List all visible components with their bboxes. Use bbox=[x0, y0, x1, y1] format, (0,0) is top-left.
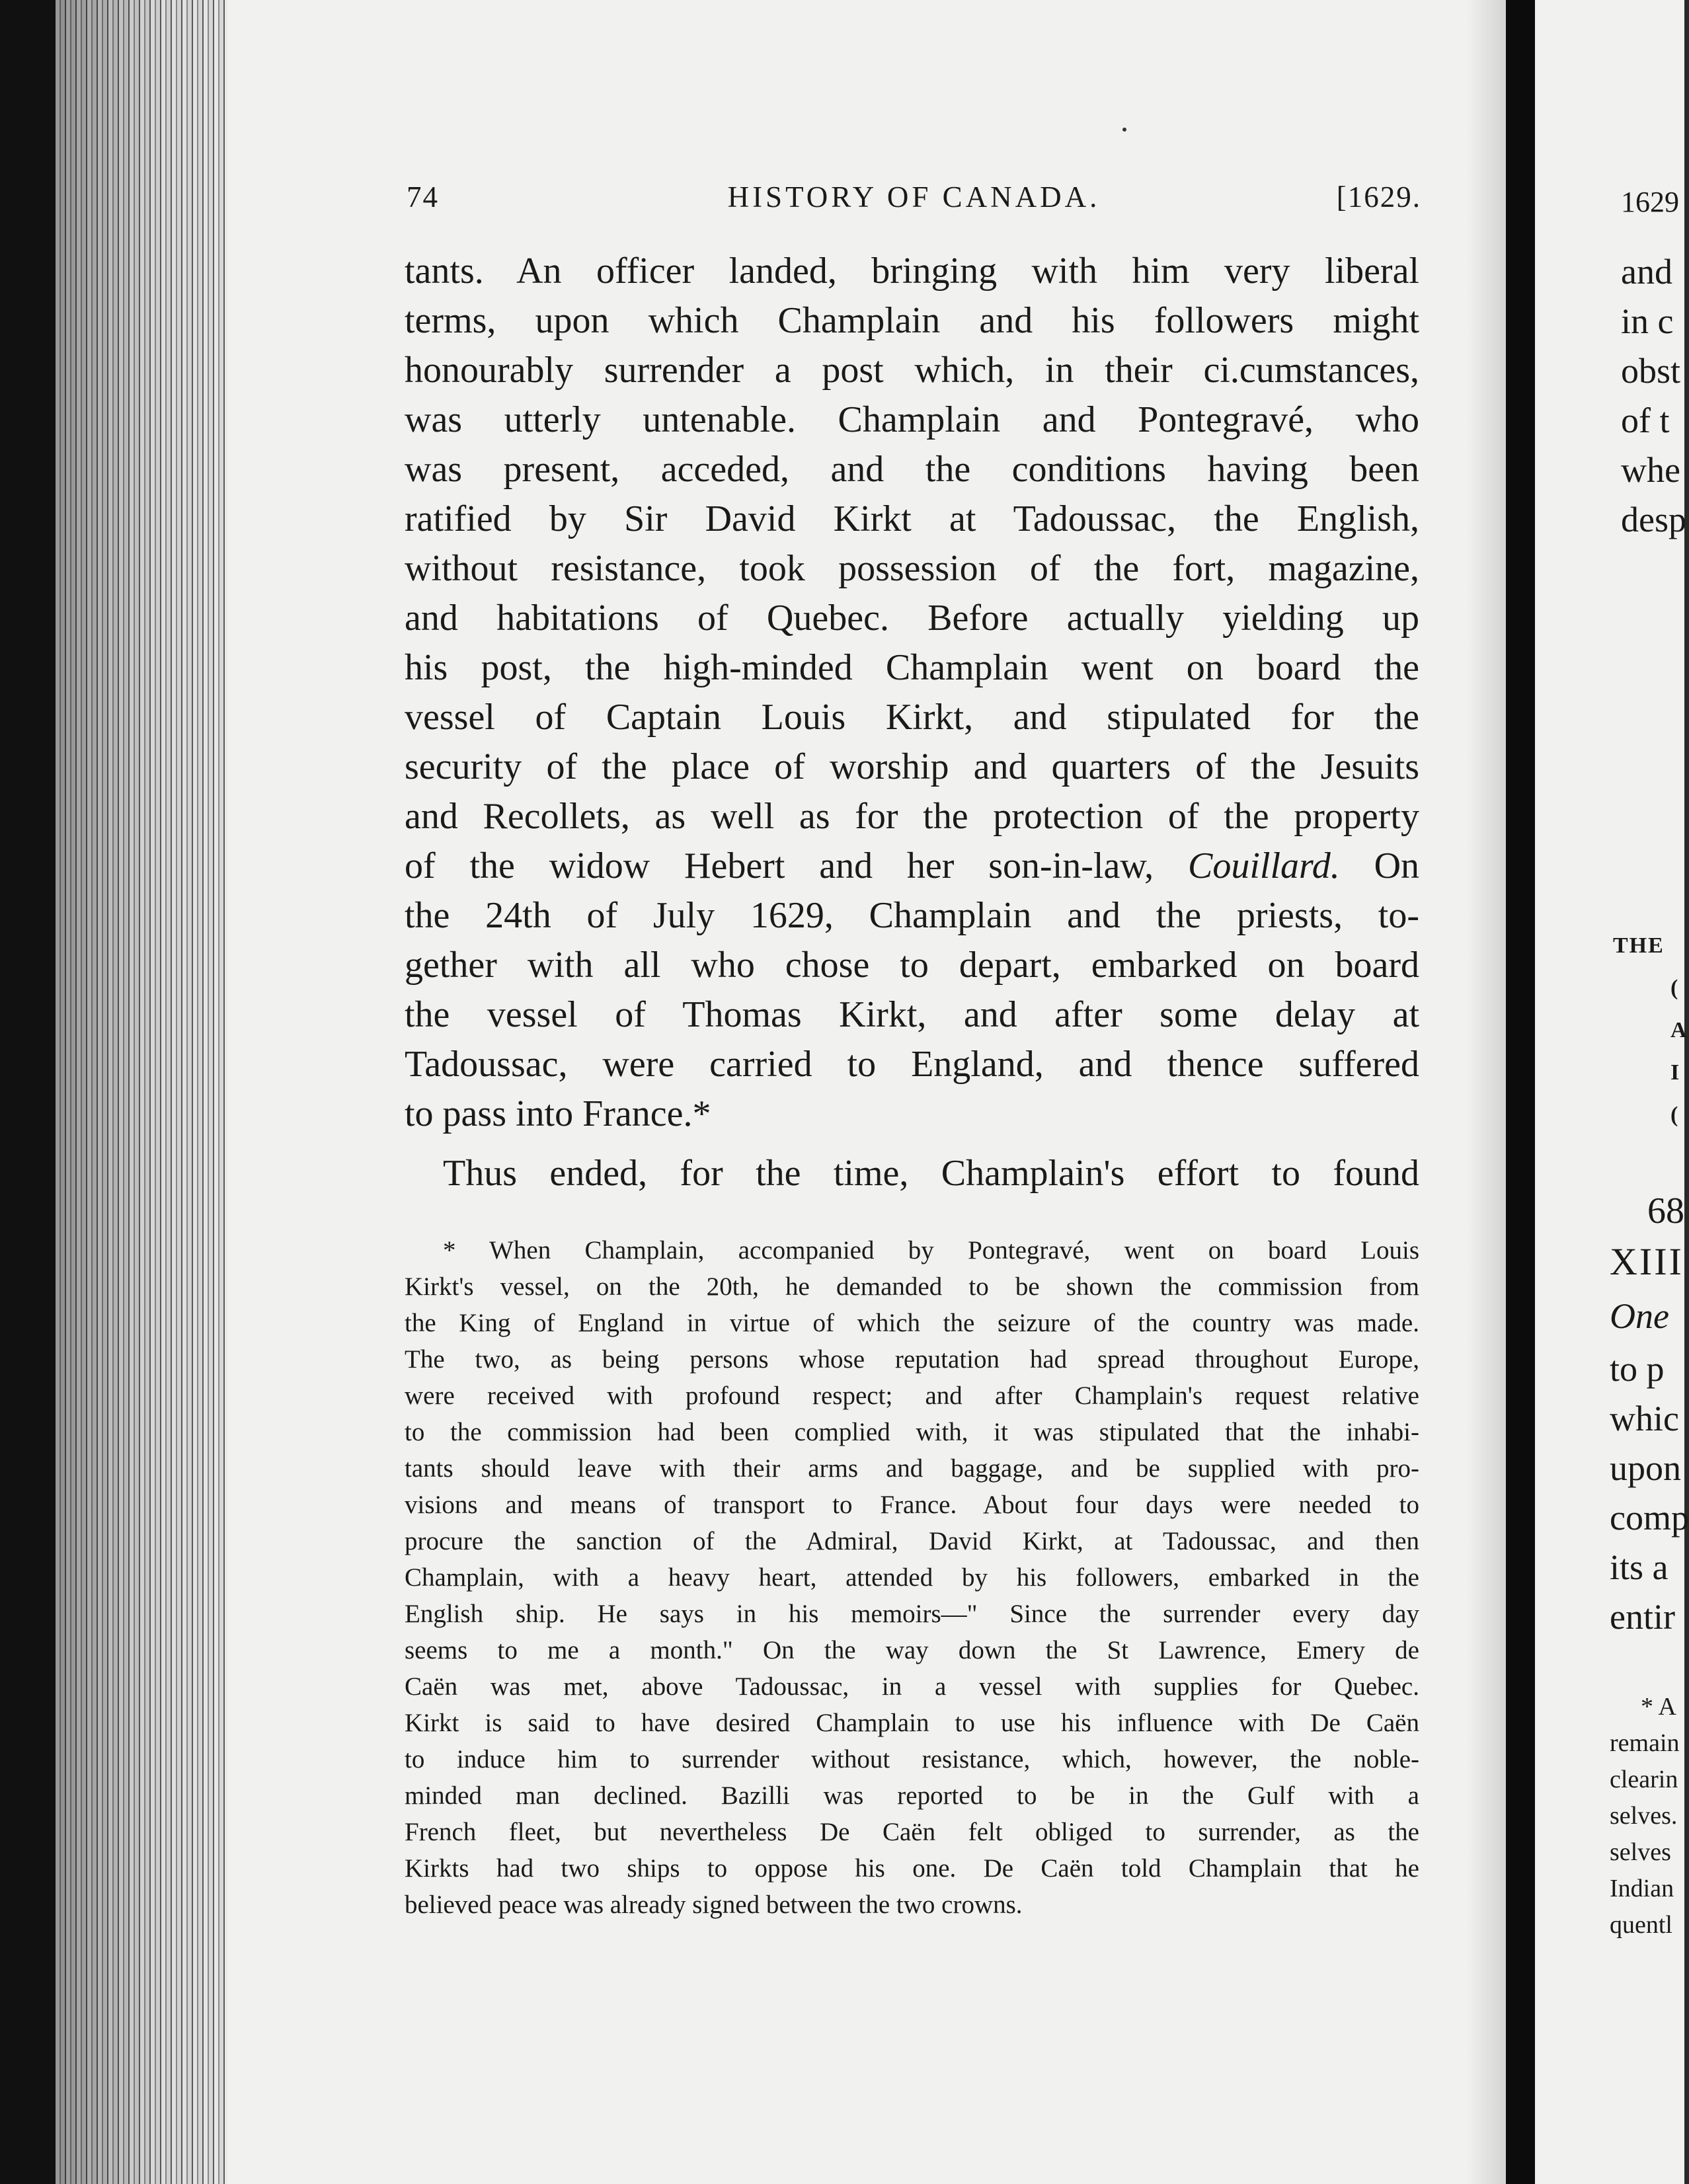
body-line: of the widow Hebert and her son-in-law, Couillard. On bbox=[405, 845, 1420, 886]
next-page-caps: ( bbox=[1670, 1103, 1680, 1127]
next-page-italic: One bbox=[1610, 1296, 1669, 1336]
body-line: vessel of Captain Louis Kirkt, and stipulated for the bbox=[405, 697, 1419, 738]
next-page-caps: THE bbox=[1613, 933, 1665, 958]
page-number: 74 bbox=[407, 180, 439, 214]
body-line: to pass into France.* bbox=[405, 1093, 711, 1134]
book-gutter bbox=[1506, 0, 1535, 2184]
body-line: gether with all who chose to depart, embarked on board bbox=[405, 945, 1419, 986]
body-line: was utterly untenable. Champlain and Pontegravé, who bbox=[405, 399, 1419, 440]
footnote-line: tants should leave with their arms and baggage, and be supplied with pro- bbox=[405, 1454, 1419, 1483]
next-page-year: 1629 bbox=[1621, 186, 1679, 218]
footnote-line: Kirkts had two ships to oppose his one. De Caën told Champlain that he bbox=[405, 1854, 1419, 1883]
running-header bbox=[407, 180, 1421, 219]
next-page-line: whe bbox=[1621, 450, 1680, 490]
footnote-line: believed peace was already signed between the two crowns. bbox=[405, 1891, 1023, 1919]
body-line: the vessel of Thomas Kirkt, and after some delay at bbox=[405, 994, 1419, 1035]
next-page-chapter-number: 68 bbox=[1647, 1190, 1684, 1231]
next-page-line: in c bbox=[1621, 301, 1674, 341]
next-page-line: to p bbox=[1610, 1349, 1665, 1389]
footnote-line: Caën was met, above Tadoussac, in a vessel with supplies for Quebec. bbox=[405, 1672, 1419, 1701]
footnote-line: minded man declined. Bazilli was reported to be in the Gulf with a bbox=[405, 1781, 1419, 1810]
next-page-footnote-line: selves bbox=[1610, 1838, 1671, 1866]
footnote-line: procure the sanction of the Admiral, David Kirkt, at Tadoussac, and then bbox=[405, 1527, 1419, 1555]
next-page-footnote-line: * A bbox=[1641, 1693, 1676, 1721]
body-line: security of the place of worship and quarters of the Jesuits bbox=[405, 746, 1419, 787]
body-line: Tadoussac, were carried to England, and thence suffered bbox=[405, 1044, 1419, 1085]
next-page-line: comp bbox=[1610, 1498, 1689, 1538]
body-line: and habitations of Quebec. Before actually yielding up bbox=[405, 598, 1419, 639]
body-line: was present, acceded, and the conditions having been bbox=[405, 449, 1419, 490]
footnote-line: Kirkt's vessel, on the 20th, he demanded to be shown the commission from bbox=[405, 1272, 1419, 1301]
footnote-line: Champlain, with a heavy heart, attended by his followers, embarked in the bbox=[405, 1563, 1419, 1592]
footnote-line: The two, as being persons whose reputation had spread throughout Europe, bbox=[405, 1345, 1419, 1374]
running-year: [1629. bbox=[1336, 180, 1421, 214]
body-line: tants. An officer landed, bringing with him very liberal bbox=[405, 251, 1419, 292]
next-page-caps: A bbox=[1670, 1018, 1688, 1042]
next-page-footnote-line: remain bbox=[1610, 1729, 1680, 1757]
body-line: without resistance, took possession of the fort, magazine, bbox=[405, 548, 1419, 589]
footnote-line: English ship. He says in his memoirs—" Since the surrender every day bbox=[405, 1600, 1419, 1628]
italic-name: Couillard. bbox=[1187, 845, 1340, 886]
next-page-caps: ( bbox=[1670, 976, 1680, 1000]
footnote-line: to induce him to surrender without resistance, which, however, the noble- bbox=[405, 1745, 1419, 1774]
next-page-footnote-line: Indian bbox=[1610, 1875, 1674, 1902]
next-page-footnote-line: selves. bbox=[1610, 1802, 1678, 1830]
next-page-fragment bbox=[1535, 0, 1689, 2184]
body-line: his post, the high-minded Champlain went on board the bbox=[405, 647, 1419, 688]
footnote-line: seems to me a month." On the way down the St Lawrence, Emery de bbox=[405, 1636, 1419, 1664]
print-speck bbox=[1122, 128, 1126, 132]
body-line: ratified by Sir David Kirkt at Tadoussac, the English, bbox=[405, 498, 1419, 539]
next-page-line: obst bbox=[1621, 351, 1681, 391]
next-page-footnote-line: clearin bbox=[1610, 1766, 1678, 1793]
next-page-line: of t bbox=[1621, 401, 1670, 440]
next-page-chapter-title: XIII bbox=[1610, 1240, 1684, 1283]
next-page-line: entir bbox=[1610, 1597, 1675, 1637]
scan-border-left bbox=[0, 0, 56, 2184]
body-line: the 24th of July 1629, Champlain and the priests, to- bbox=[405, 895, 1419, 936]
running-title: HISTORY OF CANADA. bbox=[727, 180, 1101, 214]
footnote-line: French fleet, but nevertheless De Caën felt obliged to surrender, as the bbox=[405, 1818, 1419, 1846]
footnote-line: * When Champlain, accompanied by Pontegravé, went on board Louis bbox=[443, 1236, 1419, 1265]
footnote-line: visions and means of transport to France. About four days were needed to bbox=[405, 1491, 1419, 1519]
next-page-footnote-line: quentl bbox=[1610, 1911, 1672, 1939]
footnote-line: were received with profound respect; and after Champlain's request relative bbox=[405, 1382, 1419, 1410]
next-page-line: and bbox=[1621, 252, 1672, 292]
body-line: honourably surrender a post which, in their ci.cumstances, bbox=[405, 350, 1419, 391]
footnote-line: the King of England in virtue of which the seizure of the country was made. bbox=[405, 1309, 1419, 1337]
next-page-line: desp bbox=[1621, 500, 1686, 539]
body-line: and Recollets, as well as for the protection of the property bbox=[405, 796, 1419, 837]
next-page-caps: I bbox=[1670, 1060, 1681, 1085]
next-page-line: upon bbox=[1610, 1448, 1681, 1488]
next-page-line: its a bbox=[1610, 1547, 1669, 1587]
body-line: terms, upon which Champlain and his followers might bbox=[405, 300, 1419, 341]
next-page-line: whic bbox=[1610, 1399, 1679, 1438]
footnote-line: Kirkt is said to have desired Champlain to use his influence with De Caën bbox=[405, 1709, 1419, 1737]
body-line: Thus ended, for the time, Champlain's effort to found bbox=[443, 1153, 1419, 1194]
footnote-line: to the commission had been complied with, it was stipulated that the inhabi- bbox=[405, 1418, 1419, 1446]
